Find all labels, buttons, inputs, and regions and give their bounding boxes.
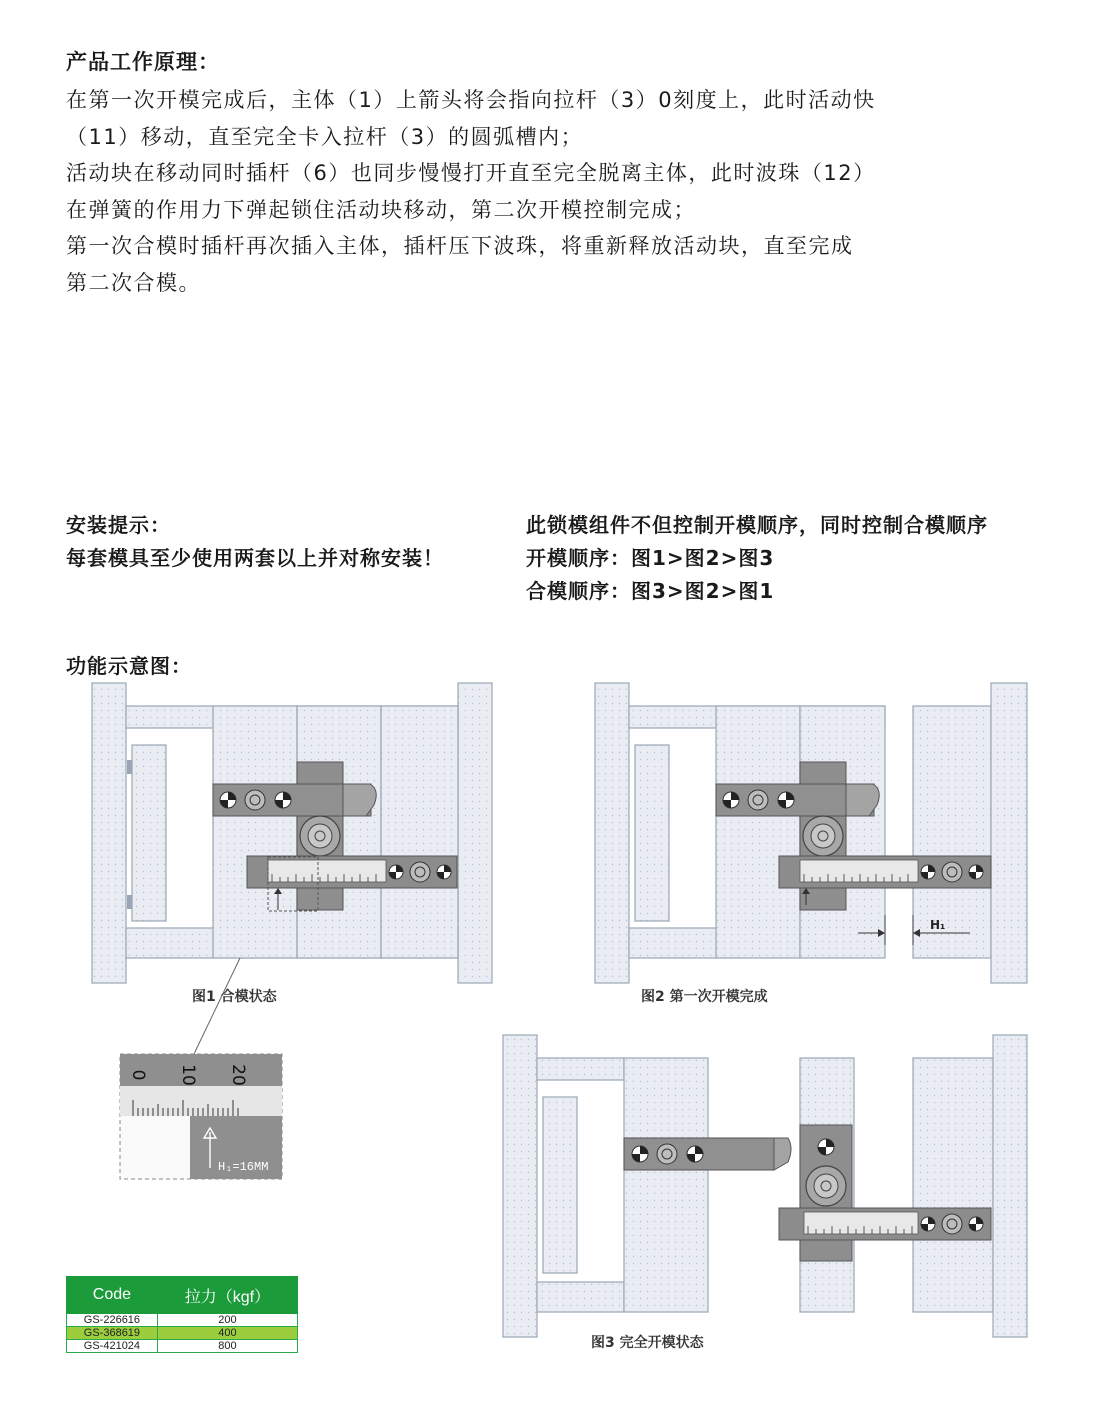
code-cell: GS-421024	[67, 1340, 158, 1353]
zoom-tick-10: 10	[178, 1064, 198, 1086]
diagram-title: 功能示意图：	[66, 654, 192, 678]
code-cell: GS-368619	[67, 1327, 158, 1340]
zoom-tick-20: 20	[228, 1064, 248, 1086]
install-title: 安装提示：	[66, 513, 171, 537]
open-sequence: 开模顺序：图1>图2>图3	[526, 546, 775, 570]
force-cell: 800	[157, 1340, 297, 1353]
force-cell: 400	[157, 1327, 297, 1340]
principle-line: 第一次合模时插杆再次插入主体，插杆压下波珠，将重新释放活动块，直至完成	[66, 234, 854, 258]
close-sequence: 合模顺序：图3>图2>图1	[526, 579, 775, 603]
principle-line: （11）移动，直至完全卡入拉杆（3）的圆弧槽内；	[66, 124, 584, 149]
figure-2-first-open	[595, 683, 1027, 983]
figure-3-caption: 图3 完全开模状态	[591, 1335, 704, 1351]
code-cell: GS-226616	[67, 1314, 158, 1327]
table-row	[67, 1340, 298, 1353]
table-row	[67, 1327, 298, 1340]
figure-3-full-open	[503, 1035, 1027, 1337]
spec-table	[66, 1276, 298, 1353]
principle-title: 产品工作原理：	[66, 50, 220, 74]
h1-dimension-label: H₁	[930, 918, 946, 932]
sequence-headline: 此锁模组件不但控制开模顺序，同时控制合模顺序	[526, 513, 988, 537]
force-header: 拉力（kgf）	[157, 1277, 297, 1314]
zoom-h1-label: H₁=16MM	[218, 1160, 269, 1174]
figure-1-caption: 图1 合模状态	[192, 989, 277, 1005]
install-note: 每套模具至少使用两套以上并对称安装！	[66, 546, 444, 570]
table-row	[67, 1314, 298, 1327]
scale-zoom-inset	[120, 1054, 282, 1179]
principle-line: 活动块在移动同时插杆（6）也同步慢慢打开直至完全脱离主体，此时波珠（12）	[66, 161, 876, 185]
principle-line: 在弹簧的作用力下弹起锁住活动块移动，第二次开模控制完成；	[66, 197, 696, 222]
principle-line: 在第一次开模完成后，主体（1）上箭头将会指向拉杆（3）0刻度上，此时活动快	[66, 88, 876, 112]
principle-line: 第二次合模。	[66, 270, 201, 295]
code-header: Code	[67, 1277, 158, 1314]
figure-2-caption: 图2 第一次开模完成	[641, 989, 768, 1005]
force-cell: 200	[157, 1314, 297, 1327]
figure-1-closed	[92, 683, 492, 1054]
zoom-tick-0: 0	[128, 1069, 148, 1081]
